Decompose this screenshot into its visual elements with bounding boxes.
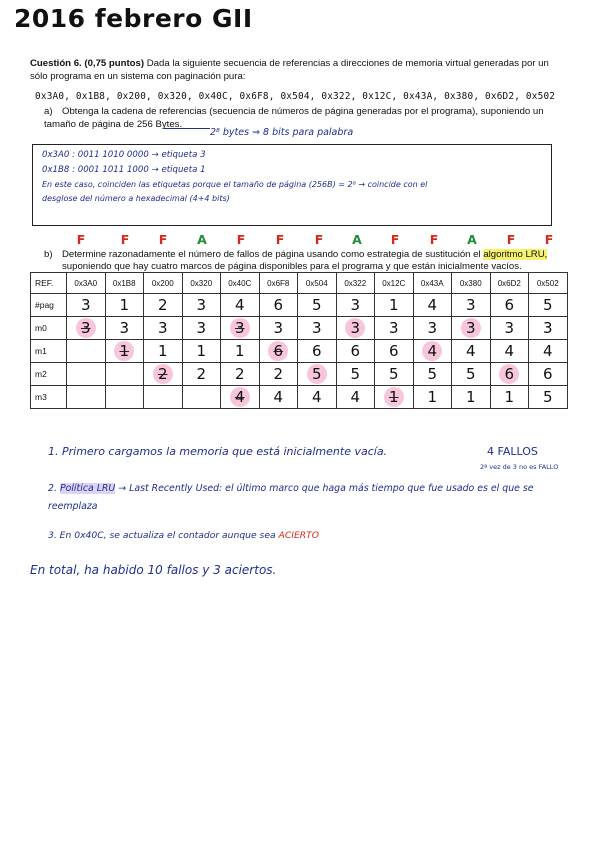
table-cell xyxy=(298,363,337,386)
table-cell xyxy=(336,340,375,363)
cell-value: 6 xyxy=(268,341,288,361)
cell-value: 3 xyxy=(196,296,207,314)
table-cell xyxy=(336,294,375,317)
row-label: m2 xyxy=(31,363,67,386)
table-cell xyxy=(375,363,414,386)
fault-mark-6: F xyxy=(275,232,285,247)
cell-value: 3 xyxy=(350,296,361,314)
table-cell xyxy=(259,363,298,386)
table-cell xyxy=(375,386,414,409)
cell-value: 1 xyxy=(157,342,168,360)
ref-0x504: 0x504 xyxy=(298,273,337,294)
table-cell xyxy=(298,386,337,409)
comment-1: 1. Primero cargamos la memoria que está inicialmente vacía. xyxy=(48,445,388,458)
fault-mark-11: A xyxy=(467,232,477,247)
cell-value: 1 xyxy=(504,388,515,406)
ref-0x6d2: 0x6D2 xyxy=(490,273,529,294)
table-cell xyxy=(529,363,568,386)
fault-marks-row xyxy=(64,232,564,248)
comment-3-text: 3. En 0x40C, se actualiza el contador aunque sea xyxy=(48,530,276,541)
cell-value: 3 xyxy=(388,319,399,337)
table-cell xyxy=(182,340,221,363)
cell-value: 3 xyxy=(542,319,553,337)
cell-value: 2 xyxy=(196,365,207,383)
table-cell xyxy=(67,294,106,317)
table-cell xyxy=(413,363,452,386)
table-cell xyxy=(105,363,144,386)
table-row-pag xyxy=(31,294,568,317)
answer-line-2: 0x1B8 : 0001 1011 1000 → etiqueta 1 xyxy=(42,165,206,175)
cell-value: 1 xyxy=(388,296,399,314)
table-cell xyxy=(221,340,260,363)
cell-value: 2 xyxy=(273,365,284,383)
cell-value: 6 xyxy=(542,365,553,383)
row-label: #pag xyxy=(31,294,67,317)
cell-value: 3 xyxy=(345,318,365,338)
row-label: m0 xyxy=(31,317,67,340)
table-cell xyxy=(413,294,452,317)
cell-value: 5 xyxy=(350,365,361,383)
handwritten-underline xyxy=(164,128,210,129)
cell-value: 4 xyxy=(427,296,438,314)
question-statement xyxy=(30,58,565,83)
part-b-highlight: algoritmo LRU, xyxy=(483,249,548,260)
ref-0x43a: 0x43A xyxy=(413,273,452,294)
answer-line-1: 0x3A0 : 0011 1010 0000 → etiqueta 3 xyxy=(42,150,206,160)
cell-value: 5 xyxy=(311,296,322,314)
table-cell xyxy=(105,317,144,340)
table-cell xyxy=(105,294,144,317)
cell-value: 1 xyxy=(465,388,476,406)
ref-0x3a0: 0x3A0 xyxy=(67,273,106,294)
cell-value: 4 xyxy=(234,296,245,314)
cell-value: 3 xyxy=(273,319,284,337)
part-b xyxy=(44,249,574,272)
ref-0x320: 0x320 xyxy=(182,273,221,294)
table-cell xyxy=(529,340,568,363)
question-text: Dada la siguiente secuencia de referencias a direcciones de memoria virtual generadas por un sólo programa en un sistema con paginación pura: xyxy=(30,58,549,82)
page-title: 2016 febrero GII xyxy=(14,4,253,33)
table-row-m3 xyxy=(31,386,568,409)
cell-value: 6 xyxy=(499,364,519,384)
cell-value: 3 xyxy=(157,319,168,337)
cell-value: 1 xyxy=(119,296,130,314)
cell-value: 1 xyxy=(114,341,134,361)
cell-value: 3 xyxy=(230,318,250,338)
table-header-row xyxy=(31,273,568,294)
part-b-text-2: suponiendo que hay cuatro marcos de página disponibles para el programa y que están inicialmente vacíos. xyxy=(62,260,522,272)
ref-0x6f8: 0x6F8 xyxy=(259,273,298,294)
comment-2-policy: Política LRU xyxy=(59,483,116,494)
comment-2-rest: → Last Recently Used: el último marco que haga más tiempo que fue usado es el que se reemplaza xyxy=(48,483,534,512)
row-label: m1 xyxy=(31,340,67,363)
table-row-m2 xyxy=(31,363,568,386)
cell-value: 6 xyxy=(388,342,399,360)
cell-value: 3 xyxy=(119,319,130,337)
table-cell xyxy=(298,317,337,340)
part-b-text-1: Determine razonadamente el número de fallos de página usando como estrategia de sustitución el xyxy=(62,249,484,260)
comment-2 xyxy=(48,480,563,516)
cell-value: 4 xyxy=(350,388,361,406)
cell-value: 1 xyxy=(234,342,245,360)
cell-value: 1 xyxy=(384,387,404,407)
cell-value: 5 xyxy=(427,365,438,383)
part-a-text: Obtenga la cadena de referencias (secuencia de números de página generadas por el programa), suponiendo un tamaño de página de 256 Bytes. xyxy=(44,106,544,130)
table-cell xyxy=(259,317,298,340)
ref-0x322: 0x322 xyxy=(336,273,375,294)
table-cell xyxy=(375,294,414,317)
cell-value: 5 xyxy=(307,364,327,384)
cell-value: 3 xyxy=(427,319,438,337)
table-cell xyxy=(67,317,106,340)
table-cell xyxy=(452,386,491,409)
cell-value: 6 xyxy=(504,296,515,314)
table-cell xyxy=(144,294,183,317)
ref-0x1b8: 0x1B8 xyxy=(105,273,144,294)
cell-value: 4 xyxy=(422,341,442,361)
table-cell xyxy=(336,317,375,340)
table-cell xyxy=(67,363,106,386)
answer-box xyxy=(32,144,552,226)
address-sequence: 0x3A0, 0x1B8, 0x200, 0x320, 0x40C, 0x6F8, 0x504, 0x322, 0x12C, 0x43A, 0x380, 0x6D2, 0x502 xyxy=(35,91,556,102)
cell-value: 3 xyxy=(504,319,515,337)
table-cell xyxy=(452,317,491,340)
table-row-m0 xyxy=(31,317,568,340)
table-cell xyxy=(490,363,529,386)
table-cell xyxy=(490,294,529,317)
table-cell xyxy=(298,340,337,363)
table-cell xyxy=(413,340,452,363)
table-cell xyxy=(182,363,221,386)
ref-0x380: 0x380 xyxy=(452,273,491,294)
ref-0x12c: 0x12C xyxy=(375,273,414,294)
table-cell xyxy=(105,386,144,409)
table-cell xyxy=(375,317,414,340)
table-cell xyxy=(298,294,337,317)
table-cell xyxy=(336,363,375,386)
cell-value: 1 xyxy=(427,388,438,406)
fault-mark-9: F xyxy=(390,232,400,247)
table-cell xyxy=(67,340,106,363)
table-row-m1 xyxy=(31,340,568,363)
fault-mark-5: F xyxy=(236,232,246,247)
comment-1-result: 4 FALLOS xyxy=(487,445,538,458)
table-cell xyxy=(490,340,529,363)
table-cell xyxy=(144,386,183,409)
table-cell xyxy=(221,317,260,340)
table-cell xyxy=(413,386,452,409)
answer-line-4: desglose del número a hexadecimal (4+4 bits) xyxy=(42,194,230,203)
cell-value: 4 xyxy=(311,388,322,406)
cell-value: 3 xyxy=(461,318,481,338)
table-cell xyxy=(452,363,491,386)
row-label: m3 xyxy=(31,386,67,409)
fault-mark-2: F xyxy=(120,232,130,247)
comment-1-note: 2ª vez de 3 no es FALLO xyxy=(480,463,559,471)
cell-value: 2 xyxy=(157,296,168,314)
cell-value: 6 xyxy=(350,342,361,360)
cell-value: 3 xyxy=(80,296,91,314)
cell-value: 1 xyxy=(196,342,207,360)
table-cell xyxy=(144,317,183,340)
table-cell xyxy=(221,386,260,409)
cell-value: 5 xyxy=(465,365,476,383)
fault-mark-13: F xyxy=(544,232,554,247)
question-label: Cuestión 6. (0,75 puntos) xyxy=(30,58,145,69)
cell-value: 3 xyxy=(196,319,207,337)
ref-0x502: 0x502 xyxy=(529,273,568,294)
bytes-annotation: 2⁸ bytes ⇒ 8 bits para palabra xyxy=(210,127,354,138)
table-cell xyxy=(221,294,260,317)
ref-header: REF. xyxy=(31,273,67,294)
cell-value: 4 xyxy=(273,388,284,406)
fault-mark-7: F xyxy=(314,232,324,247)
cell-value: 3 xyxy=(76,318,96,338)
cell-value: 6 xyxy=(311,342,322,360)
cell-value: 2 xyxy=(153,364,173,384)
table-cell xyxy=(375,340,414,363)
part-b-label: b) xyxy=(44,249,53,260)
comment-2-prefix: 2. xyxy=(48,483,57,494)
fault-mark-1: F xyxy=(76,232,86,247)
table-cell xyxy=(529,386,568,409)
fault-mark-8: A xyxy=(352,232,362,247)
table-cell xyxy=(144,340,183,363)
cell-value: 4 xyxy=(465,342,476,360)
cell-value: 2 xyxy=(234,365,245,383)
table-cell xyxy=(452,294,491,317)
fault-mark-10: F xyxy=(429,232,439,247)
fault-mark-4: A xyxy=(197,232,207,247)
part-a-label: a) xyxy=(44,106,53,117)
ref-0x200: 0x200 xyxy=(144,273,183,294)
cell-value: 4 xyxy=(504,342,515,360)
table-cell xyxy=(67,386,106,409)
cell-value: 6 xyxy=(273,296,284,314)
comment-4: En total, ha habido 10 fallos y 3 aciertos. xyxy=(30,563,277,577)
cell-value: 5 xyxy=(542,388,553,406)
table-cell xyxy=(452,340,491,363)
cell-value: 3 xyxy=(311,319,322,337)
table-cell xyxy=(182,294,221,317)
table-cell xyxy=(259,386,298,409)
cell-value: 3 xyxy=(465,296,476,314)
table-cell xyxy=(259,340,298,363)
table-cell xyxy=(182,317,221,340)
table-cell xyxy=(529,294,568,317)
table-cell xyxy=(144,363,183,386)
table-cell xyxy=(490,386,529,409)
comment-3 xyxy=(48,530,319,541)
table-cell xyxy=(259,294,298,317)
cell-value: 4 xyxy=(542,342,553,360)
ref-0x40c: 0x40C xyxy=(221,273,260,294)
cell-value: 5 xyxy=(542,296,553,314)
fault-mark-12: F xyxy=(506,232,516,247)
table-cell xyxy=(490,317,529,340)
answer-line-3: En este caso, coinciden las etiquetas porque el tamaño de página (256B) = 2⁸ → coincide con el xyxy=(42,180,428,189)
table-cell xyxy=(413,317,452,340)
table-cell xyxy=(105,340,144,363)
cell-value: 5 xyxy=(388,365,399,383)
cell-value: 4 xyxy=(230,387,250,407)
table-cell xyxy=(529,317,568,340)
lru-table xyxy=(30,272,568,409)
table-cell xyxy=(336,386,375,409)
table-cell xyxy=(221,363,260,386)
fault-mark-3: F xyxy=(158,232,168,247)
table-cell xyxy=(182,386,221,409)
comment-3-ok: ACIERTO xyxy=(278,530,319,541)
